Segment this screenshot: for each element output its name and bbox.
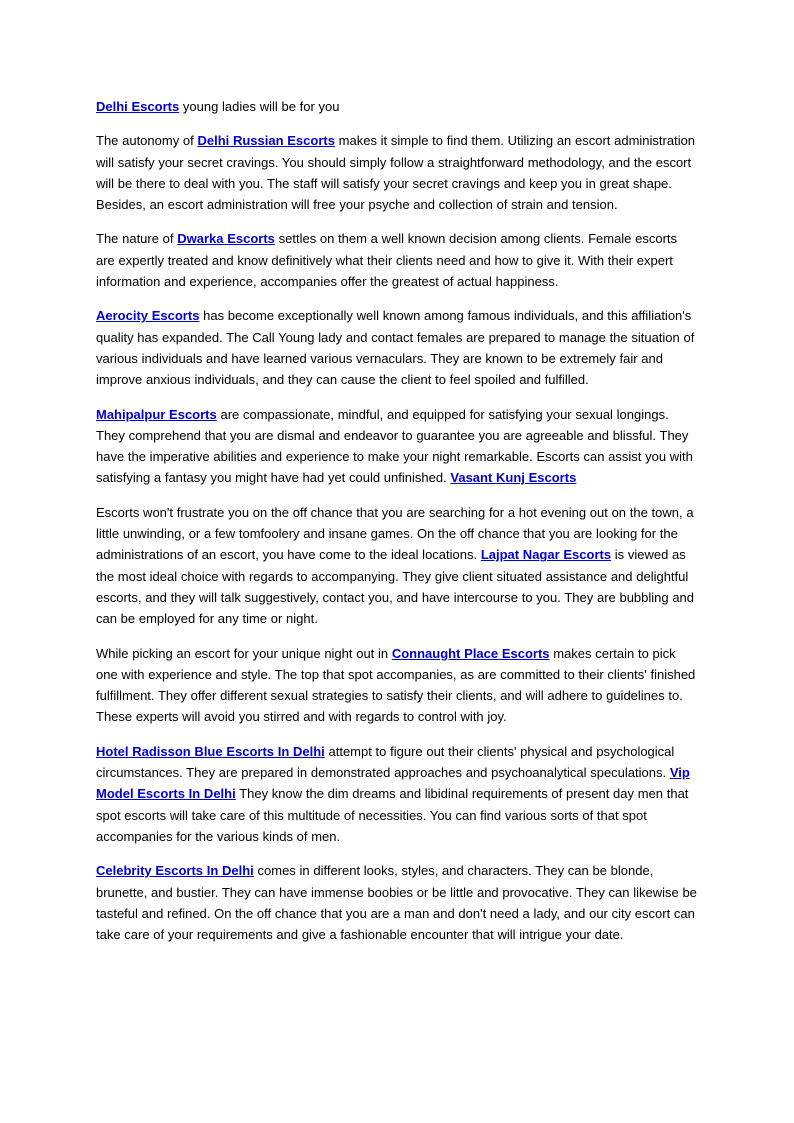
hyperlink[interactable]: Aerocity Escorts <box>96 308 200 324</box>
paragraph <box>96 643 698 728</box>
paragraph <box>96 130 698 215</box>
text-run: They know the dim dreams and libidinal requirements of present day men that spot escorts will take care of this multitude of necessities. You can find various sorts of that spot accompanies for the various kinds of men. <box>96 786 689 844</box>
paragraph <box>96 404 698 489</box>
hyperlink[interactable]: Delhi Escorts <box>96 99 180 114</box>
paragraph <box>96 502 698 630</box>
text-run: are compassionate, mindful, and equipped for satisfying your sexual longings. They comprehend that you are dismal and endeavor to guarantee you are agreeable and blissful. They have the imperative abilities and experience to make your night remarkable. Escorts can assist you with satisfying a fantasy you might have had yet could unfinished. <box>96 406 693 486</box>
hyperlink[interactable]: Vasant Kunj Escorts <box>450 470 577 486</box>
text-run: settles on them a well known decision among clients. Female escorts are expertly treated and know definitively what their clients need and how to give it. With their expert information and experience, accompanies offer the greatest of actual happiness. <box>96 231 678 290</box>
text-run: The nature of <box>96 231 178 247</box>
hyperlink[interactable]: Mahipalpur Escorts <box>96 406 217 422</box>
text-run: is viewed as the most ideal choice with regards to accompanying. They give client situated assistance and delightful escorts, and they will talk suggestively, contact you, and have intercourse to you. They are bubbling and can be employed for any time or night. <box>96 547 695 627</box>
hyperlink[interactable]: Vip Model Escorts In Delhi <box>96 765 690 802</box>
hyperlink[interactable]: Connaught Place Escorts <box>391 645 550 661</box>
text-run: The autonomy of <box>96 133 198 149</box>
hyperlink[interactable]: Lajpat Nagar Escorts <box>480 547 612 563</box>
text-run: makes certain to pick one with experience and style. The top that spot accompanies, as are committed to their clients' finished fulfillment. They offer different sexual strategies to satisfy their clients, and will adhere to guidelines to. These experts will avoid you stirred and with regards to control with joy. <box>96 645 696 725</box>
hyperlink[interactable]: Celebrity Escorts In Delhi <box>96 863 254 879</box>
hyperlink[interactable]: Dwarka Escorts <box>177 231 275 247</box>
text-run: Escorts won't frustrate you on the off chance that you are searching for a hot evening out on the town, a little unwinding, or a few tomfoolery and insane games. On the off chance that you are looking for the administrations of an escort, you have come to the ideal locations. <box>96 504 694 563</box>
paragraph <box>96 741 698 847</box>
hyperlink[interactable]: Hotel Radisson Blue Escorts In Delhi <box>96 743 325 759</box>
paragraph <box>96 228 698 292</box>
paragraph <box>96 305 698 390</box>
document-body <box>96 96 698 945</box>
hyperlink[interactable]: Delhi Russian Escorts <box>197 133 335 149</box>
text-run: makes it simple to find them. Utilizing an escort administration will satisfy your secret cravings. You should simply follow a straightforward methodology, and the escort will be there to deal with you. The staff will satisfy your secret cravings and keep you in great shape. Besides, an escort administration will free your psyche and collection of strain and tension. <box>96 133 696 213</box>
text-run: has become exceptionally well known among famous individuals, and this affiliation's quality has expanded. The Call Young lady and contact females are prepared to manage the situation of various individuals and have learned various vernaculars. They are known to be extremely fair and improve anxious individuals, and they can cause the client to feel spoiled and fulfilled. <box>96 308 695 388</box>
paragraph <box>96 96 698 117</box>
text-run: While picking an escort for your unique night out in <box>96 645 392 661</box>
paragraph <box>96 860 698 945</box>
text-run: comes in different looks, styles, and characters. They can be blonde, brunette, and bustier. They can have immense boobies or be little and provocative. They can likewise be tasteful and refined. On the off chance that you are a man and don't need a lady, and our city escort can take care of your requirements and give a fashionable encounter that will intrigue your date. <box>96 863 697 943</box>
text-run: attempt to figure out their clients' physical and psychological circumstances. They are prepared in demonstrated approaches and psychoanalytical speculations. <box>96 743 675 781</box>
text-run: young ladies will be for you <box>179 99 340 114</box>
